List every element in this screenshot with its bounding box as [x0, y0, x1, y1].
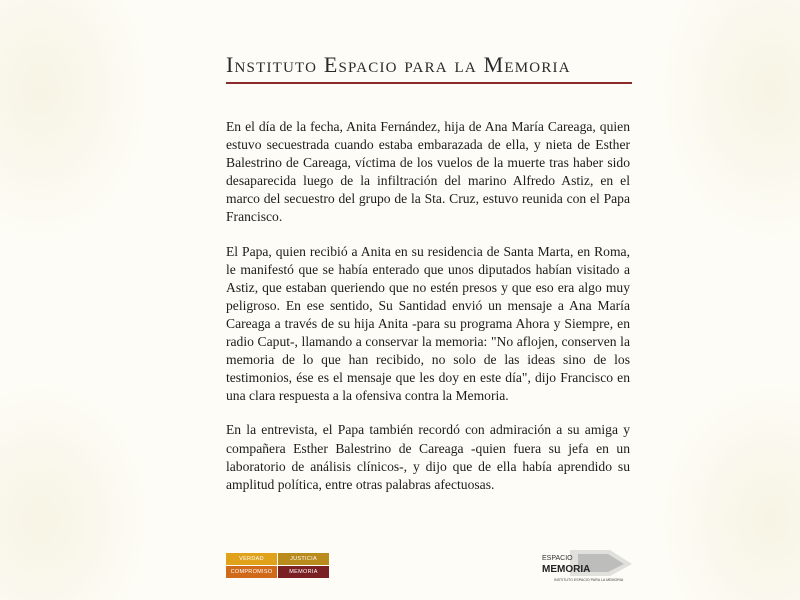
verdad-justicia-logo	[226, 553, 329, 579]
article-body	[226, 118, 630, 510]
paragraph-3: En la entrevista, el Papa también recordó con admiración a su amiga y compañera Esther Balestrino de Careaga -quien fuera su jefa en un laboratorio de análisis clínicos-, y dijo que de ella había aprendido su amplitud política, entre otras palabras afectuosas.	[226, 422, 630, 492]
logo-cell-compromiso: COMPROMISO	[226, 566, 277, 578]
logo-cell-justicia: JUSTICIA	[278, 553, 329, 565]
paragraph-1: En el día de la fecha, Anita Fernández, hija de Ana María Careaga, quien estuvo secuestrada cuando estaba embarazada de ella, y nieta de Esther Balestrino de Careaga, víctima de los vuelos de la muerte tras haber sido desaparecida luego de la infiltración del marino Alfredo Astiz, en el marco del secuestro del grupo de la Sta. Cruz, estuvo reunida con el Papa Francisco.	[226, 119, 630, 225]
espacio-memoria-logo-mark	[540, 546, 632, 586]
logo-text-memoria: MEMORIA	[542, 564, 591, 575]
page-title: Instituto Espacio para la Memoria	[226, 52, 571, 77]
logo-text-espacio: ESPACIO	[542, 555, 573, 562]
espacio-memoria-logo	[540, 546, 632, 586]
logo-cell-memoria: MEMORIA	[278, 566, 329, 578]
logo-cell-verdad: VERDAD	[226, 553, 277, 565]
paragraph-2: El Papa, quien recibió a Anita en su residencia de Santa Marta, en Roma, le manifestó que se había enterado que unos diputados habían visitado a Astiz, que estaban queriendo que no estén presos y que eso era algo muy peligroso. En ese sentido, Su Santidad envió un mensaje a Ana María Careaga a través de su hija Anita -para su programa Ahora y Siempre, en radio Caput-, llamando a conservar la memoria: "No aflojen, conserven la memoria de lo que han recibido, no solo de las ideas sino de los testimonios, ése es el mensaje que les doy en este día", dijo Francisco en una clara respuesta a la ofensiva contra la Memoria.	[226, 243, 630, 404]
logo-text-instituto: INSTITUTO ESPACIO PARA LA MEMORIA	[554, 578, 624, 582]
title-underline	[226, 82, 632, 84]
